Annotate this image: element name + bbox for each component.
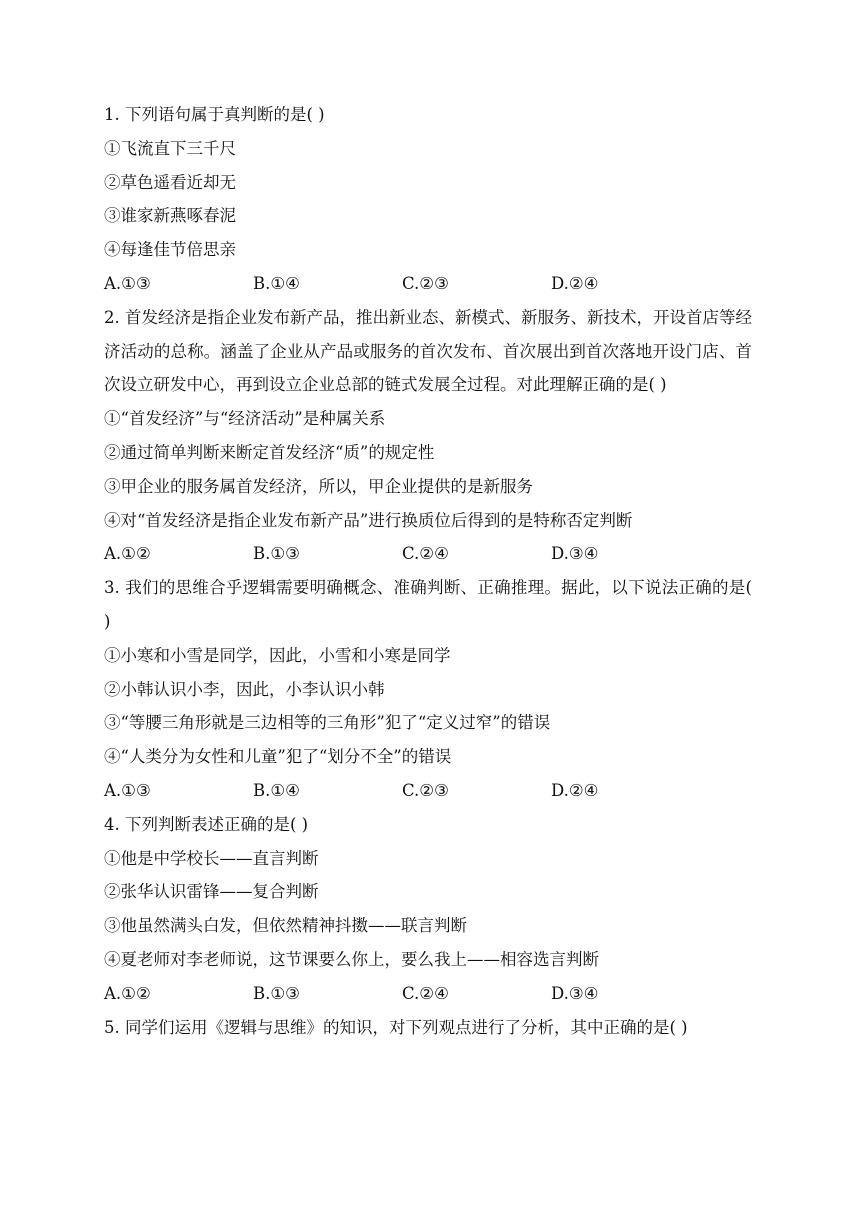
statement-item: ②通过简单判断来断定首发经济“质”的规定性 <box>104 442 435 462</box>
option-a[interactable]: A.①③ <box>104 780 151 800</box>
option-b[interactable]: B.①④ <box>253 780 300 800</box>
document-page <box>104 98 754 1044</box>
option-c[interactable]: C.②④ <box>402 983 449 1003</box>
question-stem: 5. 同学们运用《逻辑与思维》的知识，对下列观点进行了分析，其中正确的是( ) <box>104 1017 688 1037</box>
statement-item: ③甲企业的服务属首发经济，所以，甲企业提供的是新服务 <box>104 476 533 496</box>
statement-item: ②小韩认识小李，因此，小李认识小韩 <box>104 679 385 699</box>
statement-item: ①小寒和小雪是同学，因此，小雪和小寒是同学 <box>104 645 451 665</box>
question-5 <box>104 1011 754 1045</box>
question-stem: 4. 下列判断表述正确的是( ) <box>104 814 309 834</box>
statement-item: ④夏老师对李老师说，这节课要么你上，要么我上——相容选言判断 <box>104 949 599 969</box>
statement-item: ④对“首发经济是指企业发布新产品”进行换质位后得到的是特称否定判断 <box>104 510 633 530</box>
statement-item: ①“首发经济”与“经济活动”是种属关系 <box>104 409 386 429</box>
answer-options <box>104 774 754 808</box>
option-a[interactable]: A.①② <box>104 983 151 1003</box>
question-4 <box>104 808 754 1011</box>
statement-item: ③“等腰三角形就是三边相等的三角形”犯了“定义过窄”的错误 <box>104 713 551 733</box>
question-1 <box>104 98 754 301</box>
option-c[interactable]: C.②③ <box>402 273 449 293</box>
option-c[interactable]: C.②③ <box>402 780 449 800</box>
question-2 <box>104 301 754 571</box>
statement-item: ③谁家新燕啄春泥 <box>104 206 236 226</box>
option-d[interactable]: D.③④ <box>551 983 599 1003</box>
question-stem: 1. 下列语句属于真判断的是( ) <box>104 105 325 124</box>
question-stem: 3. 我们的思维合乎逻辑需要明确概念、准确判断、正确推理。据此，以下说法正确的是( ) <box>104 578 752 631</box>
answer-options <box>104 267 754 301</box>
statement-item: ②草色遥看近却无 <box>104 172 236 192</box>
statement-item: ①飞流直下三千尺 <box>104 138 236 158</box>
question-3 <box>104 571 754 808</box>
statement-item: ③他虽然满头白发，但依然精神抖擞——联言判断 <box>104 916 467 936</box>
option-a[interactable]: A.①② <box>104 544 151 564</box>
statement-item: ①他是中学校长——直言判断 <box>104 848 319 868</box>
statement-item: ④每逢佳节倍思亲 <box>104 240 236 260</box>
statement-item: ②张华认识雷锋——复合判断 <box>104 882 319 902</box>
option-d[interactable]: D.②④ <box>551 273 599 293</box>
option-a[interactable]: A.①③ <box>104 273 151 293</box>
statement-item: ④“人类分为女性和儿童”犯了“划分不全”的错误 <box>104 747 452 767</box>
answer-options <box>104 977 754 1011</box>
option-b[interactable]: B.①③ <box>253 544 300 564</box>
option-c[interactable]: C.②④ <box>402 544 449 564</box>
option-d[interactable]: D.③④ <box>551 544 599 564</box>
question-stem: 2. 首发经济是指企业发布新产品，推出新业态、新模式、新服务、新技术，开设首店等经济活动的总称。涵盖了企业从产品或服务的首次发布、首次展出到首次落地开设门店、首次设立研发中心，再到设立企业总部的链式发展全过程。对此理解正确的是( ) <box>104 307 752 395</box>
answer-options <box>104 537 754 571</box>
option-b[interactable]: B.①④ <box>253 273 300 293</box>
option-b[interactable]: B.①③ <box>253 983 300 1003</box>
option-d[interactable]: D.②④ <box>551 780 599 800</box>
